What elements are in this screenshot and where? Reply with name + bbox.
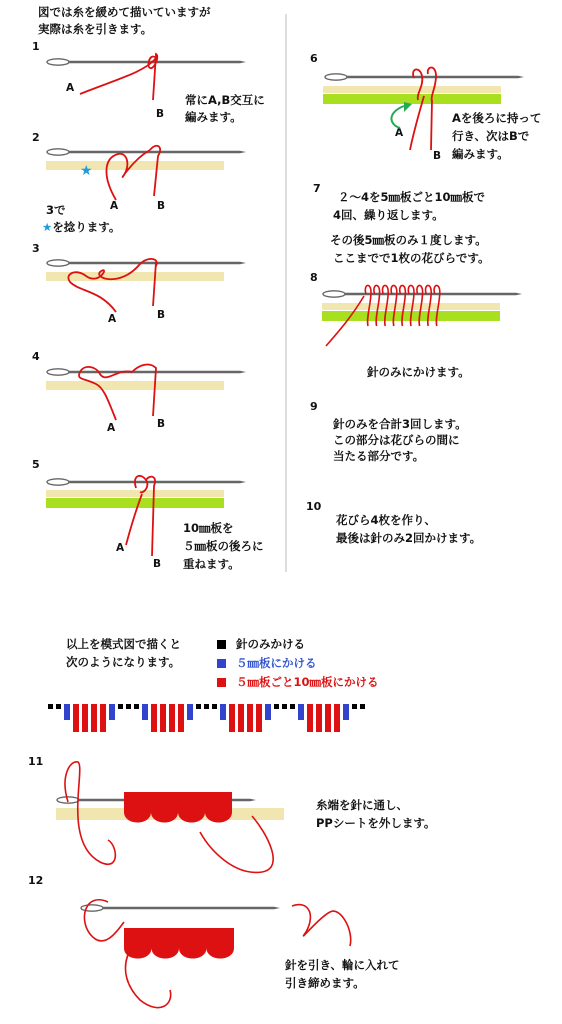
schema-mark: [343, 704, 349, 720]
board-5mm: [46, 490, 224, 497]
schema-mark: [134, 704, 139, 709]
label-b-3: B: [157, 309, 166, 321]
step-6-text-3: 編みます。: [452, 147, 509, 161]
schema-mark: [220, 704, 226, 720]
step-8-figure: [322, 285, 522, 346]
step-9-text-1: 針のみを合計3回します。: [333, 417, 467, 431]
step-12-text-1: 針を引き、輪に入れて: [285, 958, 400, 972]
step-7-text-1: ２～4を5㎜板ごと10㎜板で: [338, 190, 486, 204]
label-a-6: A: [395, 127, 404, 139]
thread-a: [68, 259, 156, 312]
thread-loop-right: [292, 905, 351, 946]
thread-a: [106, 150, 150, 200]
schema-mark: [247, 704, 253, 732]
step-2-figure: [46, 146, 246, 200]
schema-mark: [238, 704, 244, 732]
step-10-text-2: 最後は針のみ2回かけます。: [336, 531, 482, 545]
board-5mm: [46, 381, 224, 390]
step-10-text-1: 花びら4枚を作り、: [336, 513, 437, 527]
petal: [124, 812, 151, 823]
needle-icon: [47, 260, 246, 266]
schema-mark: [282, 704, 287, 709]
schema-mark: [56, 704, 61, 709]
schema-mark: [48, 704, 53, 709]
step-12-figure: [81, 900, 351, 1008]
step-8-number: 8: [310, 271, 318, 284]
board-5mm: [323, 86, 501, 93]
step-5-figure: [46, 476, 246, 556]
board-10mm: [323, 94, 501, 104]
thread-b: [146, 477, 155, 556]
schema-mark: [187, 704, 193, 720]
schema-mark: [204, 704, 209, 709]
thread-b: [431, 100, 432, 150]
step-1-text-2: 編みます。: [185, 110, 242, 124]
schema-mark: [73, 704, 79, 732]
step-9-number: 9: [310, 400, 318, 413]
label-a-1: A: [66, 82, 75, 94]
schema-mark: [169, 704, 175, 732]
step-12-number: 12: [28, 874, 44, 887]
schema-mark: [142, 704, 148, 720]
schema-mark: [212, 704, 217, 709]
schema-mark: [334, 704, 340, 732]
label-a-2: A: [110, 200, 119, 212]
schema-mark: [325, 704, 331, 732]
label-b-6: B: [433, 150, 442, 162]
schema-mark: [360, 704, 365, 709]
needle-icon: [325, 74, 524, 80]
legend-label-needle: 針のみかける: [236, 637, 305, 651]
schema-intro-2: 次のようになります。: [66, 655, 181, 669]
schema-mark: [196, 704, 201, 709]
back-arrow-icon: [391, 106, 404, 128]
label-b-2: B: [157, 200, 166, 212]
schema-mark: [229, 704, 235, 732]
petal: [178, 812, 205, 823]
schema-mark: [352, 704, 357, 709]
step-11-text-2: PPシートを外します。: [316, 816, 436, 830]
schema-mark: [290, 704, 295, 709]
star-icon: ★: [80, 163, 93, 179]
step-4-figure: [46, 365, 246, 420]
schema-intro-1: 以上を模式図で描くと: [66, 637, 181, 651]
board-10mm: [46, 498, 224, 508]
step-2-text-pre: 3で: [46, 203, 66, 217]
thread-a: [79, 367, 132, 420]
schema-mark: [298, 704, 304, 720]
intro-line-2: 実際は糸を引きます。: [38, 22, 153, 36]
step-6-figure: [323, 68, 524, 151]
step-11-text-1: 糸端を針に通し、: [316, 798, 408, 812]
schema-mark: [100, 704, 106, 732]
petal: [151, 812, 178, 823]
step-12-text-2: 引き締めます。: [285, 976, 365, 990]
schema-mark: [151, 704, 157, 732]
label-b-5: B: [153, 558, 162, 570]
schema-mark: [316, 704, 322, 732]
step-3-figure: [46, 259, 246, 312]
schema-mark: [126, 704, 131, 709]
step-3-number: 3: [32, 242, 40, 255]
step-4-number: 4: [32, 350, 40, 363]
step-6-number: 6: [310, 52, 318, 65]
step-7-text-4: ここまでで1枚の花びらです。: [333, 251, 490, 265]
needle-icon: [47, 59, 246, 65]
star-icon: ★: [42, 220, 53, 234]
step-2-number: 2: [32, 131, 40, 144]
thread-a: [410, 96, 424, 150]
step-6-text-1: Aを後ろに持って: [452, 111, 542, 125]
thread-a: [80, 58, 156, 94]
label-a-4: A: [107, 422, 116, 434]
schema-mark: [265, 704, 271, 720]
step-11-number: 11: [28, 755, 44, 768]
step-8-text-1: 針のみにかけます。: [367, 365, 470, 379]
step-1-number: 1: [32, 40, 40, 53]
petal: [207, 948, 235, 959]
schema-mark: [118, 704, 123, 709]
schema-mark: [178, 704, 184, 732]
label-a-3: A: [108, 313, 117, 325]
step-11-figure: [56, 762, 284, 873]
label-a-5: A: [116, 542, 125, 554]
schema-mark: [274, 704, 279, 709]
needle-icon: [81, 905, 280, 911]
legend-label-5mm: ５㎜板にかける: [236, 656, 317, 670]
label-b-4: B: [157, 418, 166, 430]
step-9-text-3: 当たる部分です。: [333, 449, 425, 463]
petal-base: [124, 928, 234, 948]
petal: [152, 948, 180, 959]
schema-strip: [48, 704, 365, 732]
needle-icon: [47, 369, 246, 375]
thread-left: [84, 900, 124, 941]
step-7-text-3: その後5㎜板のみ１度します。: [330, 233, 487, 247]
step-10-number: 10: [306, 500, 322, 513]
board-5mm: [322, 303, 500, 310]
step-1-text-1: 常にA,B交互に: [185, 93, 265, 107]
intro-line-1: 図では糸を緩めて描いていますが: [38, 5, 211, 19]
schema-mark: [160, 704, 166, 732]
schema-mark: [109, 704, 115, 720]
petal-base: [124, 792, 232, 812]
label-b-1: B: [156, 108, 165, 120]
step-5-text-3: 重ねます。: [183, 557, 240, 571]
petal: [205, 812, 232, 823]
thread-a: [126, 476, 147, 545]
step-9-text-2: この部分は花びらの間に: [333, 433, 460, 447]
thread-right: [200, 816, 273, 872]
schema-mark: [256, 704, 262, 732]
step-6-text-2: 行き、次はBで: [452, 129, 530, 143]
schema-mark: [64, 704, 70, 720]
petal: [179, 948, 207, 959]
thread-bottom: [125, 950, 170, 1008]
step-5-text-2: ５㎜板の後ろに: [183, 539, 264, 553]
schema-mark: [82, 704, 88, 732]
schema-mark: [91, 704, 97, 732]
step-1-figure: [47, 54, 246, 100]
step-2-text: ★を捻ります。: [42, 220, 121, 234]
step-5-number: 5: [32, 458, 40, 471]
thread-b: [153, 262, 156, 306]
schema-mark: [307, 704, 313, 732]
step-5-text-1: 10㎜板を: [183, 521, 234, 535]
step-7-number: 7: [313, 182, 321, 195]
step-7-text-2: 4回、繰り返します。: [333, 208, 444, 222]
legend-label-10mm: ５㎜板ごと10㎜板にかける: [236, 675, 379, 689]
petal-block: [124, 928, 234, 959]
